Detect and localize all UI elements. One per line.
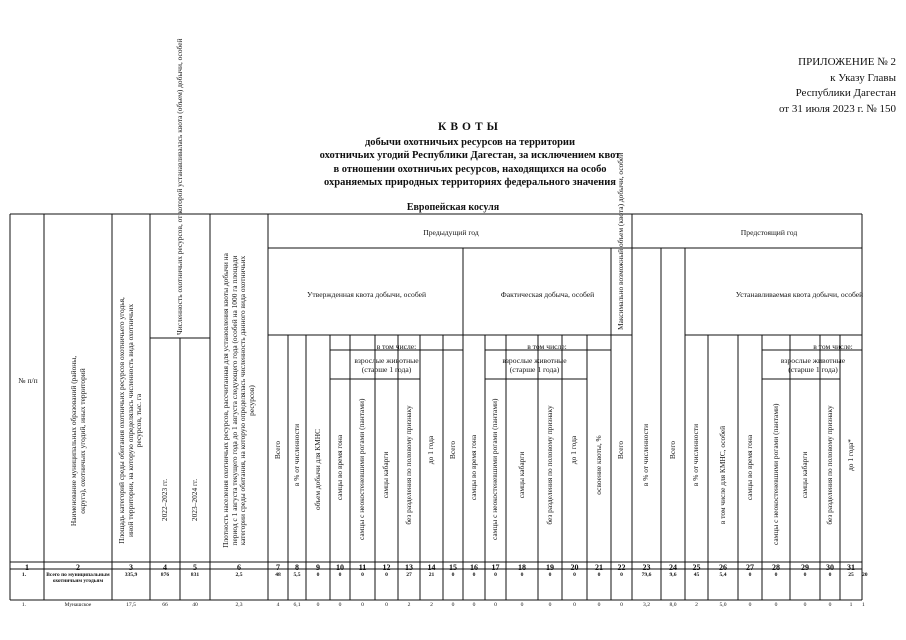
table-cell: 5,0 xyxy=(719,602,727,608)
column-number: 14 xyxy=(427,563,436,572)
column-number: 22 xyxy=(617,563,626,572)
row-name: Мунашское xyxy=(64,602,92,608)
column-header-label: самцы во время гона xyxy=(744,434,754,501)
column-header-label: Численность охотничьих ресурсов, от которой устанавливалась квота (объем) добычи, особей xyxy=(174,38,184,335)
table-cell: 48 xyxy=(275,572,281,578)
column-header-label: Всего xyxy=(272,440,282,460)
column-number: 12 xyxy=(382,563,391,572)
header-row-number: № п/п xyxy=(18,376,38,385)
table-cell: 21 xyxy=(428,572,435,578)
title-line: охотничьих угодий Республики Дагестан, за исключением квот xyxy=(319,150,621,161)
column-number: 20 xyxy=(570,563,579,572)
column-number: 10 xyxy=(336,563,344,572)
column-header-label: в % от численности xyxy=(691,423,700,487)
table-cell: 335,9 xyxy=(124,572,138,578)
column-header-label: самцы кабарги xyxy=(516,451,526,499)
row-number: 1. xyxy=(21,602,27,608)
table-cell: 831 xyxy=(190,572,200,578)
column-header-label: объем добычи для КМНС xyxy=(312,428,322,510)
table-cell: 0 xyxy=(597,572,601,578)
column-header-label: до 1 года xyxy=(569,435,578,465)
table-cell: 0 xyxy=(774,572,778,578)
column-number: 31 xyxy=(847,563,855,572)
column-header-label: самцы во время гона xyxy=(334,434,344,501)
column-number: 8 xyxy=(295,563,299,572)
table-cell: 0 xyxy=(803,602,807,608)
column-header-label: без разделения по половому признаку xyxy=(403,405,413,525)
column-header-label: самцы с неокостеневшими рогами (пантами) xyxy=(770,403,780,545)
table-cell: 40 xyxy=(192,602,198,608)
title-line: добычи охотничьих ресурсов на территории xyxy=(364,136,576,148)
column-header-label: в том числе для КМНС, особей xyxy=(717,425,727,525)
title-line: в отношении охотничьих ресурсов, находящихся на особо xyxy=(333,163,607,175)
table-cell: 0 xyxy=(494,572,497,578)
column-header-label: 2022–2023 гг. xyxy=(159,478,169,522)
header-including: в том числе: xyxy=(527,342,567,351)
column-number: 5 xyxy=(193,563,197,572)
appendix-number: ПРИЛОЖЕНИЕ № 2 xyxy=(798,56,896,68)
row-number: 1. xyxy=(21,572,27,578)
column-header-label: Плотность населения охотничьих ресурсов, рассчитанная для установления квоты добычи на период с 1 августа текущего года до 1 августа следующего года (особей на 1000 га площади категории среды обитания, на которую определялась численность данного вида охотничьих ресурсов) xyxy=(221,253,256,548)
table-cell: 27 xyxy=(406,572,412,578)
table-cell: 0 xyxy=(361,602,364,608)
column-number: 16 xyxy=(470,563,478,572)
column-header-label: в % от численности xyxy=(641,423,650,487)
column-number: 1 xyxy=(25,563,29,572)
table-cell: 2 xyxy=(430,602,433,608)
column-header-label: до 1 года* xyxy=(845,439,855,471)
species-name: Европейская косуля xyxy=(406,202,500,213)
table-cell: 3,2 xyxy=(643,602,650,608)
header-adults: взрослые животные (старше 1 года) xyxy=(780,356,846,374)
table-cell: 0 xyxy=(774,602,778,608)
column-header-label: самцы с неокостеневшими рогами (пантами) xyxy=(490,398,499,540)
column-number: 3 xyxy=(129,563,133,572)
table-cell: 6,1 xyxy=(293,602,301,608)
column-number: 23 xyxy=(642,563,651,572)
column-header-label: самцы во время гона xyxy=(468,434,478,501)
table-cell: 0 xyxy=(451,602,455,608)
table-cell: 876 xyxy=(160,572,170,578)
column-header-label: самцы с неокостеневшими рогами (пантами) xyxy=(357,398,366,540)
table-cell: 0 xyxy=(338,572,342,578)
column-header-label: самцы кабарги xyxy=(381,451,390,499)
table-cell: 0 xyxy=(361,572,364,578)
column-number: 25 xyxy=(692,563,701,572)
column-header-label: освоение квоты, % xyxy=(593,435,603,495)
column-header-label: в % от численности xyxy=(291,423,301,487)
table-cell: 0 xyxy=(573,572,576,578)
table-cell: 2,3 xyxy=(235,602,243,608)
column-number: 28 xyxy=(772,563,780,572)
table-cell: 0 xyxy=(385,602,388,608)
column-number: 6 xyxy=(237,563,241,572)
row-name: Всего по муниципальным охотничьим угодьям xyxy=(46,572,110,584)
table-cell: 0 xyxy=(548,602,552,608)
table-cell: 0 xyxy=(472,572,476,578)
column-header-label: Всего xyxy=(616,440,625,460)
column-number: 17 xyxy=(491,563,500,572)
table-cell: 0 xyxy=(316,572,320,578)
column-header-label: Площадь категорий среды обитания охотничьих ресурсов охотничьего угодья, иной территории, на которую определялась численность вида охотничьих ресурсов, тыс. га xyxy=(117,297,144,544)
table-cell: 0 xyxy=(385,572,388,578)
table-cell: 5,5 xyxy=(293,572,301,578)
table-cell: 17,5 xyxy=(126,602,136,608)
column-number: 18 xyxy=(518,563,526,572)
header-next-year: Предстоящий год xyxy=(740,228,798,237)
column-header-label: без разделения по половому признаку xyxy=(824,405,834,525)
table-cell: 0 xyxy=(620,572,623,578)
column-number: 11 xyxy=(358,563,367,572)
column-number: 21 xyxy=(595,563,603,572)
appendix-republic: Республики Дагестан xyxy=(795,87,896,99)
table-cell: 0 xyxy=(620,602,623,608)
header-established-quota: Устанавливаемая квота добычи, особей xyxy=(735,290,864,299)
table-cell: 1 xyxy=(862,602,865,608)
column-number: 7 xyxy=(276,563,280,572)
header-approved-quota: Утвержденная квота добычи, особей xyxy=(306,290,427,299)
table-cell: 79,6 xyxy=(641,572,652,578)
appendix-date: от 31 июля 2023 г. № 150 xyxy=(778,102,896,115)
table-cell: 8,0 xyxy=(669,602,677,608)
column-header-label: Максимально возможный объем (квота) добычи, особей xyxy=(616,152,625,330)
column-number: 26 xyxy=(719,563,727,572)
header-including: в том числе: xyxy=(376,342,417,351)
column-number: 15 xyxy=(449,563,457,572)
table-cell: 20 xyxy=(862,572,868,578)
table-cell: 2 xyxy=(407,602,411,608)
table-cell: 4 xyxy=(276,602,280,608)
table-cell: 0 xyxy=(828,572,832,578)
table-cell: 5,4 xyxy=(719,572,727,578)
column-header-label: самцы кабарги xyxy=(799,451,809,499)
header-prev-year: Предыдущий год xyxy=(423,228,479,237)
table-cell: 0 xyxy=(748,602,752,608)
column-header-label: Наименование муниципальных образований (районы, округа), охотничьих угодий, иных территорий xyxy=(68,355,87,527)
column-number: 9 xyxy=(316,563,320,572)
table-cell: 0 xyxy=(451,572,455,578)
header-actual-harvest: Фактическая добыча, особей xyxy=(500,290,595,299)
table-cell: 25 xyxy=(848,572,854,578)
table-cell: 0 xyxy=(520,572,524,578)
table-cell: 0 xyxy=(748,572,752,578)
table-cell: 0 xyxy=(548,572,552,578)
column-number: 13 xyxy=(405,563,413,572)
table-cell: 0 xyxy=(520,602,524,608)
column-header-label: без разделения по половому признаку xyxy=(544,405,554,525)
table-cell: 1 xyxy=(849,602,853,608)
column-header-label: Всего xyxy=(447,440,457,460)
column-number: 24 xyxy=(669,563,677,572)
header-adults: взрослые животные (старше 1 года) xyxy=(354,356,419,374)
table-cell: 2,5 xyxy=(235,572,243,578)
header-including: в том числе: xyxy=(813,342,853,351)
table-cell: 45 xyxy=(693,572,700,578)
table-cell: 66 xyxy=(162,602,168,608)
column-number: 4 xyxy=(163,563,167,572)
column-number: 2 xyxy=(76,563,80,572)
table-cell: 0 xyxy=(316,602,320,608)
header-adults: взрослые животные (старше 1 года) xyxy=(502,356,567,374)
title-heading: КВОТЫ xyxy=(438,121,502,133)
column-header-label: до 1 года xyxy=(426,435,435,465)
column-header-label: Всего xyxy=(667,440,677,460)
column-header-label: 2023–2024 гг. xyxy=(189,478,199,522)
table-cell: 0 xyxy=(597,602,601,608)
table-cell: 2 xyxy=(695,602,698,608)
column-number: 19 xyxy=(546,563,554,572)
table-cell: 0 xyxy=(472,602,476,608)
column-number: 27 xyxy=(746,563,754,572)
column-number: 30 xyxy=(826,563,834,572)
table-cell: 0 xyxy=(803,572,807,578)
table-cell: 9,6 xyxy=(669,572,677,578)
table-cell: 0 xyxy=(573,602,576,608)
table-cell: 0 xyxy=(828,602,832,608)
appendix-decree: к Указу Главы xyxy=(830,71,896,84)
column-number: 29 xyxy=(801,563,809,572)
title-line: охраняемых природных территориях федерального значения xyxy=(324,177,616,188)
table-cell: 0 xyxy=(494,602,497,608)
table-cell: 0 xyxy=(338,602,342,608)
